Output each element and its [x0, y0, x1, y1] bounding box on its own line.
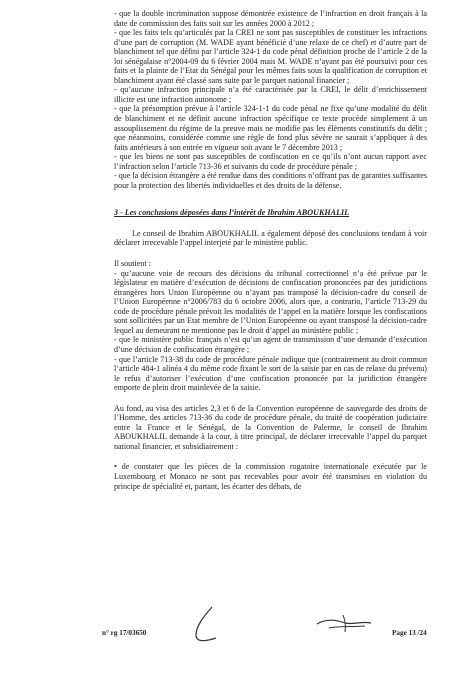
signature-mark-left — [190, 604, 222, 646]
paragraph: - que le ministère public français n’est qu’un agent de transmission d’une demande d’exécution d’une décision de confiscation étrangère ; — [114, 335, 427, 354]
case-number: n° rg 17/03650 — [102, 629, 147, 637]
page-number: Page 13 /24 — [392, 629, 427, 637]
signature-mark-right — [315, 612, 373, 634]
paragraph: - que la décision étrangère a été rendue dans des conditions n’offrant pas de garanties suffisantes pour la protection des libertés individuelles et des droits de la défense. — [114, 171, 427, 190]
paragraph: - qu’aucune voie de recours des décisions du tribunal correctionnel n’a été prévue par le législateur en matière d’exécution de décisions de confiscation prononcées par des juridictions étrangères hors Union Européenne ou n’ayant pas transposé la décision-cadre du conseil de l’Union Européenne n°2006/783 du 6 octobre 2006, alors que, a contrario, l’article 713-29 du code de procédure pénale prévoit les modalités de l’appel en la matière lorsque les confiscations sont sollicitées par un Etat membre de l’Union Européenne ou ayant transposé la décision-cadre lequel au demeurant ne mentionne pas le droit d’appel au ministère public ; — [114, 268, 427, 335]
paragraph: • de constater que les pièces de la commission rogatoire internationale exécutée par le Luxembourg et Monaco ne sont pas recevables pour avoir été transmises en violation du principe de spécialité et, partant, les écarter des débats, de — [114, 462, 427, 491]
paragraph: Il soutient : — [114, 259, 151, 269]
paragraph: - que les biens ne sont pas susceptibles de confiscation en ce qu’ils n’ont aucun rapport avec l’infraction selon l’article 713-36 et suivants du code de procédure pénale ; — [114, 152, 427, 171]
paragraph: Le conseil de Ibrahim ABOUKHALIL a également déposé des conclusions tendant à voir déclarer irrecevable l’appel interjeté par le ministère public. — [114, 228, 427, 248]
page-body — [114, 9, 427, 491]
section-heading: 3 - Les conclusions déposées dans l’intérêt de Ibrahim ABOUKHALIL — [114, 208, 350, 218]
paragraph: - que la double incrimination suppose démontrée existence de l’infraction en droit français à la date de commission des faits soit sur les années 2000 à 2012 ; — [114, 9, 427, 28]
paragraph: - que les faits tels qu’articulés par la CREI ne sont pas susceptibles de constituer les infractions d’une part de corruption (M. WADE ayant bénéficié d’une relaxe de ce chef) et d’autre part de blanchiment tel que défini par l’article 324-1 du code pénal définition proche de l’article 2 de la loi sénégalaise n°2004-09 du 6 février 2004 mais M. WADE n’ayant pas été poursuivi pour ces faits et la plainte de l’Etat du Sénégal pour les mêmes faits sous la qualification de corruption et blanchiment ayant été classé sans suite par le parquet national financier ; — [114, 28, 427, 85]
paragraph: Au fond, au visa des articles 2,3 et 6 de la Convention européenne de sauvegarde des droits de l’Homme, des articles 713-36 du code de procédure pénale, du traité de coopération judiciaire entre la France et le Sénégal, de la Convention de Palerme, le conseil de Ibrahim ABOUKHALIL demande à la cour, à titre principal, de déclarer irrecevable l’appel du parquet national financier, et subsidiairement : — [114, 403, 427, 451]
paragraph: - qu’aucune infraction principale n’a été caractérisée par la CREI, le délit d’enrichissement illicite est une infraction autonome ; — [114, 85, 427, 104]
paragraph: - que la présomption prévue à l’article 324-1-1 du code pénal ne fixe qu’une modalité du délit de blanchiment et ne définit aucune infraction spécifique ce texte procède simplement à un assouplissement du régime de la preuve mais ne modifie pas les éléments constitutifs du délit ; que néanmoins, considérée comme une règle de fond plus sévère ne saurait s’appliquer à des faits antérieurs à son entrée en vigueur soit avant le 7 décembre 2013 ; — [114, 104, 427, 152]
paragraph: - que l’article 713-38 du code de procédure pénale indique que (contrairement au droit commun l’article 484-1 alinéa 4 du même code fixant le sort de la saisie par en cas de relaxe du prévenu) le refus d’autoriser l’exécution d’une confiscation prononcée par la juridiction étrangère emporte de plein droit mainlevée de la saisie. — [114, 354, 427, 393]
